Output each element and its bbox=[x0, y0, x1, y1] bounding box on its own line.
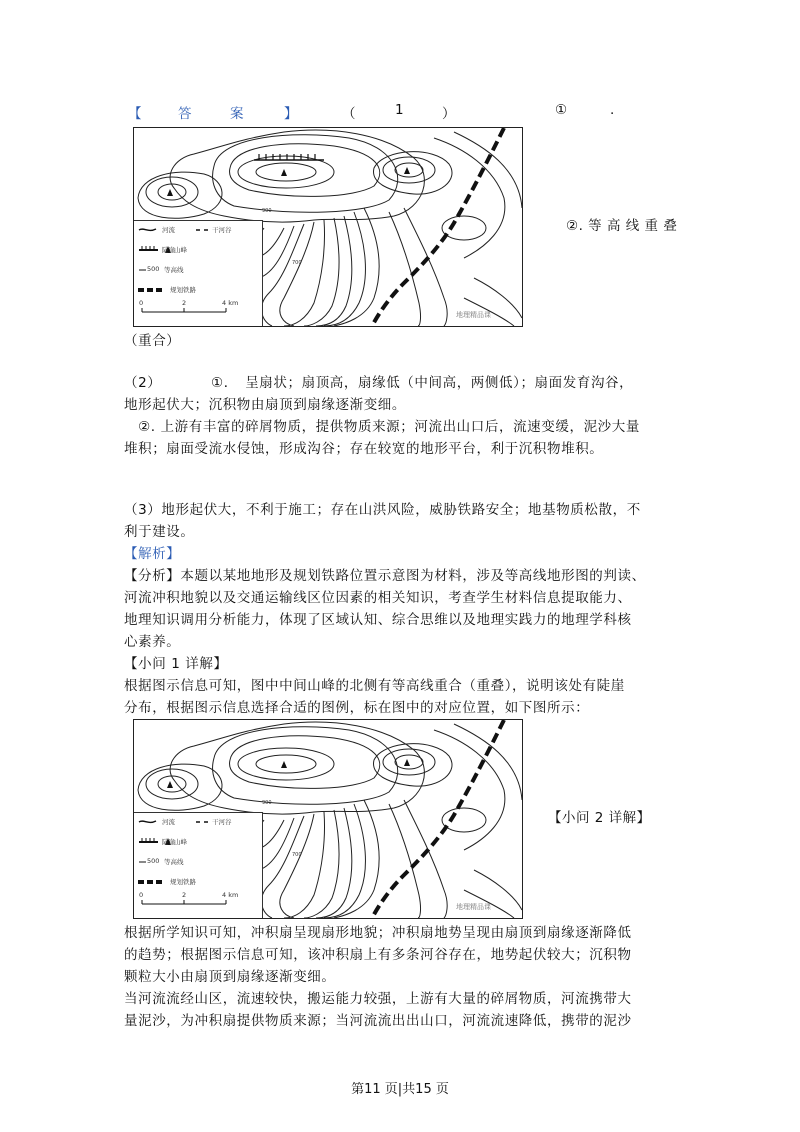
legend-contour-1: 等高线 bbox=[164, 266, 184, 274]
text-line-17: 的趋势；根据图示信息可知，该冲积扇上有多条河谷存在，地势起伏较大；沉积物 bbox=[124, 947, 632, 963]
text-line-12: 心素养。 bbox=[124, 634, 181, 650]
watermark-2: 地理精品课 bbox=[456, 903, 491, 911]
text-line-1: （重合） bbox=[124, 333, 181, 349]
question-number: 1 bbox=[395, 102, 404, 118]
text-line-18: 颗粒大小由扇顶到扇缘逐渐变细。 bbox=[124, 969, 336, 985]
legend-dry-valley-2: 干河谷 bbox=[212, 818, 232, 826]
contour-label-900: 900 bbox=[262, 208, 272, 214]
contour-map-2 bbox=[133, 719, 523, 919]
map-legend-1 bbox=[134, 220, 263, 327]
scale-0-2: 0 bbox=[139, 891, 144, 899]
text-line-19: 当河流流经山区，流速较快，搬运能力较强，上游有大量的碎屑物质，河流携带大 bbox=[124, 991, 632, 1007]
scale-2-1: 2 bbox=[182, 299, 187, 307]
text-line-16: 根据所学知识可知，冲积扇呈现扇形地貌；冲积扇地势呈现由扇顶到扇缘逐渐降低 bbox=[124, 925, 632, 941]
text-line-15: 分布，根据图示信息选择合适的图例，标在图中的对应位置，如下图所示： bbox=[124, 700, 590, 716]
legend-contour-num-1: 500 bbox=[147, 265, 160, 273]
scale-0-1: 0 bbox=[139, 299, 144, 307]
text-line-20: 量泥沙，为冲积扇提供物质来源；当河流流出出山口，河流流速降低，携带的泥沙 bbox=[124, 1013, 632, 1029]
answer-bracket-open: 【 bbox=[128, 106, 142, 122]
text-line-5: 堆积；扇面受流水侵蚀，形成沟谷；存在较宽的地形平台，利于沉积物堆积。 bbox=[124, 441, 604, 457]
answer-bracket-close: 】 bbox=[284, 106, 298, 122]
text-line-14: 根据图示信息可知，图中中间山峰的北侧有等高线重合（重叠），说明该处有陡崖 bbox=[124, 678, 625, 694]
subquestion-1-heading: 【小问 1 详解】 bbox=[124, 656, 228, 672]
question-paren-open: （ bbox=[342, 106, 356, 122]
scale-2-2: 2 bbox=[182, 891, 187, 899]
legend-cliff-1: 陡崖 bbox=[162, 246, 175, 254]
map-legend-2 bbox=[134, 812, 263, 919]
answer-char-1: 答 bbox=[178, 106, 192, 122]
text-line-6: （3）地形起伏大，不利于施工；存在山洪风险，威胁铁路安全；地基物质松散，不 bbox=[124, 502, 641, 518]
subquestion-2-heading: 【小问 2 详解】 bbox=[548, 810, 651, 826]
analysis-heading: 【解析】 bbox=[124, 546, 181, 562]
side-note-contour-overlap: ②. 等 高 线 重 叠 bbox=[566, 218, 678, 234]
page-footer: 第11 页|共15 页 bbox=[351, 1082, 449, 1097]
legend-symbols-1 bbox=[134, 221, 262, 327]
text-line-9: 【分析】本题以某地地形及规划铁路位置示意图为材料，涉及等高线地形图的判读、 bbox=[124, 568, 646, 584]
text-line-10: 河流冲积地貌以及交通运输线区位因素的相关知识，考查学生材料信息提取能力、 bbox=[124, 590, 632, 606]
legend-cliff-2: 陡崖 bbox=[162, 838, 175, 846]
legend-dry-valley-1: 干河谷 bbox=[212, 226, 232, 234]
text-line-2: （2） ①． 呈扇状；扇顶高，扇缘低（中间高，两侧低）；扇面发育沟谷， bbox=[124, 375, 634, 391]
legend-contour-num-2: 500 bbox=[147, 857, 160, 865]
legend-contour-2: 等高线 bbox=[164, 858, 184, 866]
legend-river-2: 河流 bbox=[162, 818, 175, 826]
text-line-7: 利于建设。 bbox=[124, 524, 195, 540]
contour-label-700-2: 700 bbox=[292, 852, 302, 858]
sub-answer-marker: ① bbox=[555, 102, 568, 118]
sub-answer-dot: . bbox=[610, 102, 615, 118]
answer-char-2: 案 bbox=[230, 106, 244, 122]
contour-label-900-2: 900 bbox=[262, 800, 272, 806]
text-line-11: 地理知识调用分析能力，体现了区域认知、综合思维以及地理实践力的地理学科核 bbox=[124, 612, 632, 628]
legend-river-1: 河流 bbox=[162, 226, 175, 234]
contour-map-1 bbox=[133, 127, 523, 327]
contour-label-700: 700 bbox=[292, 260, 302, 266]
watermark-1: 地理精品课 bbox=[456, 311, 491, 319]
legend-railway-1: 规划铁路 bbox=[170, 286, 196, 294]
legend-symbols-2 bbox=[134, 813, 262, 919]
legend-railway-2: 规划铁路 bbox=[170, 878, 196, 886]
question-paren-close: ） bbox=[442, 106, 456, 122]
legend-peak-1: 山峰 bbox=[174, 246, 187, 254]
scale-4-2: 4 km bbox=[222, 891, 239, 899]
text-line-3: 地形起伏大；沉积物由扇顶到扇缘逐渐变细。 bbox=[124, 397, 406, 413]
scale-4-1: 4 km bbox=[222, 299, 239, 307]
text-line-4: ②. 上游有丰富的碎屑物质，提供物质来源；河流出山口后，流速变缓，泥沙大量 bbox=[124, 419, 640, 435]
legend-peak-2: 山峰 bbox=[174, 838, 187, 846]
